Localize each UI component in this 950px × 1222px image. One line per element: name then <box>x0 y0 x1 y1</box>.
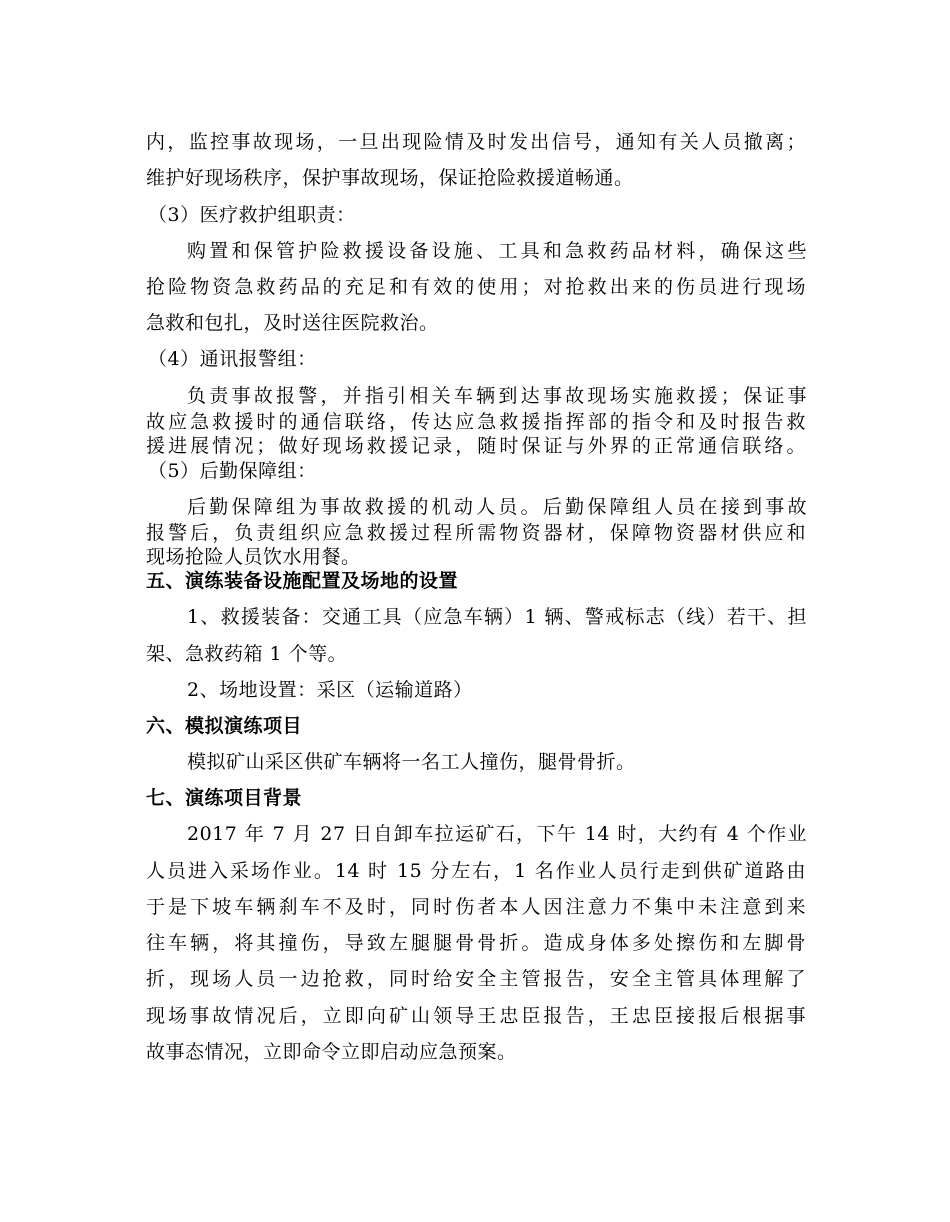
paragraph-line: 往车辆，将其撞伤，导致左腿腿骨骨折。造成身体多处擦伤和左脚骨 <box>146 932 806 954</box>
list-item: 架、急救药箱 1 个等。 <box>146 643 348 665</box>
list-item: 1、救援装备：交通工具（应急车辆）1 辆、警戒标志（线）若干、担 <box>187 606 807 628</box>
paragraph-line: 后勤保障组为事故救援的机动人员。后勤保障组人员在接到事故 <box>187 496 807 518</box>
paragraph-line: 故应急救援时的通信联络，传达应急救援指挥部的指令和及时报告救 <box>146 411 806 433</box>
subheading-logistics-team: （5）后勤保障组： <box>148 460 317 482</box>
paragraph-line: 2017 年 7 月 27 日自卸车拉运矿石，下午 14 时，大约有 4 个作业 <box>187 823 807 845</box>
subheading-communication-team: （4）通讯报警组： <box>148 348 317 370</box>
paragraph-line: 于是下坡车辆刹车不及时，同时伤者本人因注意力不集中未注意到来 <box>146 896 806 918</box>
paragraph-line: 模拟矿山采区供矿车辆将一名工人撞伤，腿骨骨折。 <box>187 751 636 773</box>
paragraph-line: 内，监控事故现场，一旦出现险情及时发出信号，通知有关人员撤离； <box>146 131 806 153</box>
paragraph-line: 故事态情况，立即命令立即启动应急预案。 <box>146 1041 517 1063</box>
section-heading-equipment: 五、演练装备设施配置及场地的设置 <box>146 570 459 592</box>
paragraph-line: 现场抢险人员饮水用餐。 <box>146 546 361 568</box>
list-item: 2、场地设置：采区（运输道路） <box>187 679 473 701</box>
paragraph-line: 援进展情况；做好现场救援记录，随时保证与外界的正常通信联络。 <box>146 435 806 457</box>
paragraph-line: 现场事故情况后，立即向矿山领导王忠臣报告，王忠臣接报后根据事 <box>146 1005 806 1027</box>
section-heading-drill-project: 六、模拟演练项目 <box>146 715 303 737</box>
paragraph-line: 负责事故报警，并指引相关车辆到达事故现场实施救援；保证事 <box>187 385 807 407</box>
section-heading-background: 七、演练项目背景 <box>146 787 303 809</box>
paragraph-line: 抢险物资急救药品的充足和有效的使用；对抢救出来的伤员进行现场 <box>146 276 806 298</box>
paragraph-line: 报警后，负责组织应急救援过程所需物资器材，保障物资器材供应和 <box>146 522 806 544</box>
paragraph-line: 急救和包扎，及时送往医院救治。 <box>146 312 439 334</box>
subheading-medical-team: （3）医疗救护组职责： <box>148 204 356 226</box>
paragraph-line: 人员进入采场作业。14 时 15 分左右，1 名作业人员行走到供矿道路由 <box>146 860 806 882</box>
paragraph-line: 维护好现场秩序，保护事故现场，保证抢险救援道畅通。 <box>146 167 634 189</box>
paragraph-line: 购置和保管护险救援设备设施、工具和急救药品材料，确保这些 <box>187 240 807 262</box>
paragraph-line: 折，现场人员一边抢救，同时给安全主管报告，安全主管具体理解了 <box>146 968 806 990</box>
